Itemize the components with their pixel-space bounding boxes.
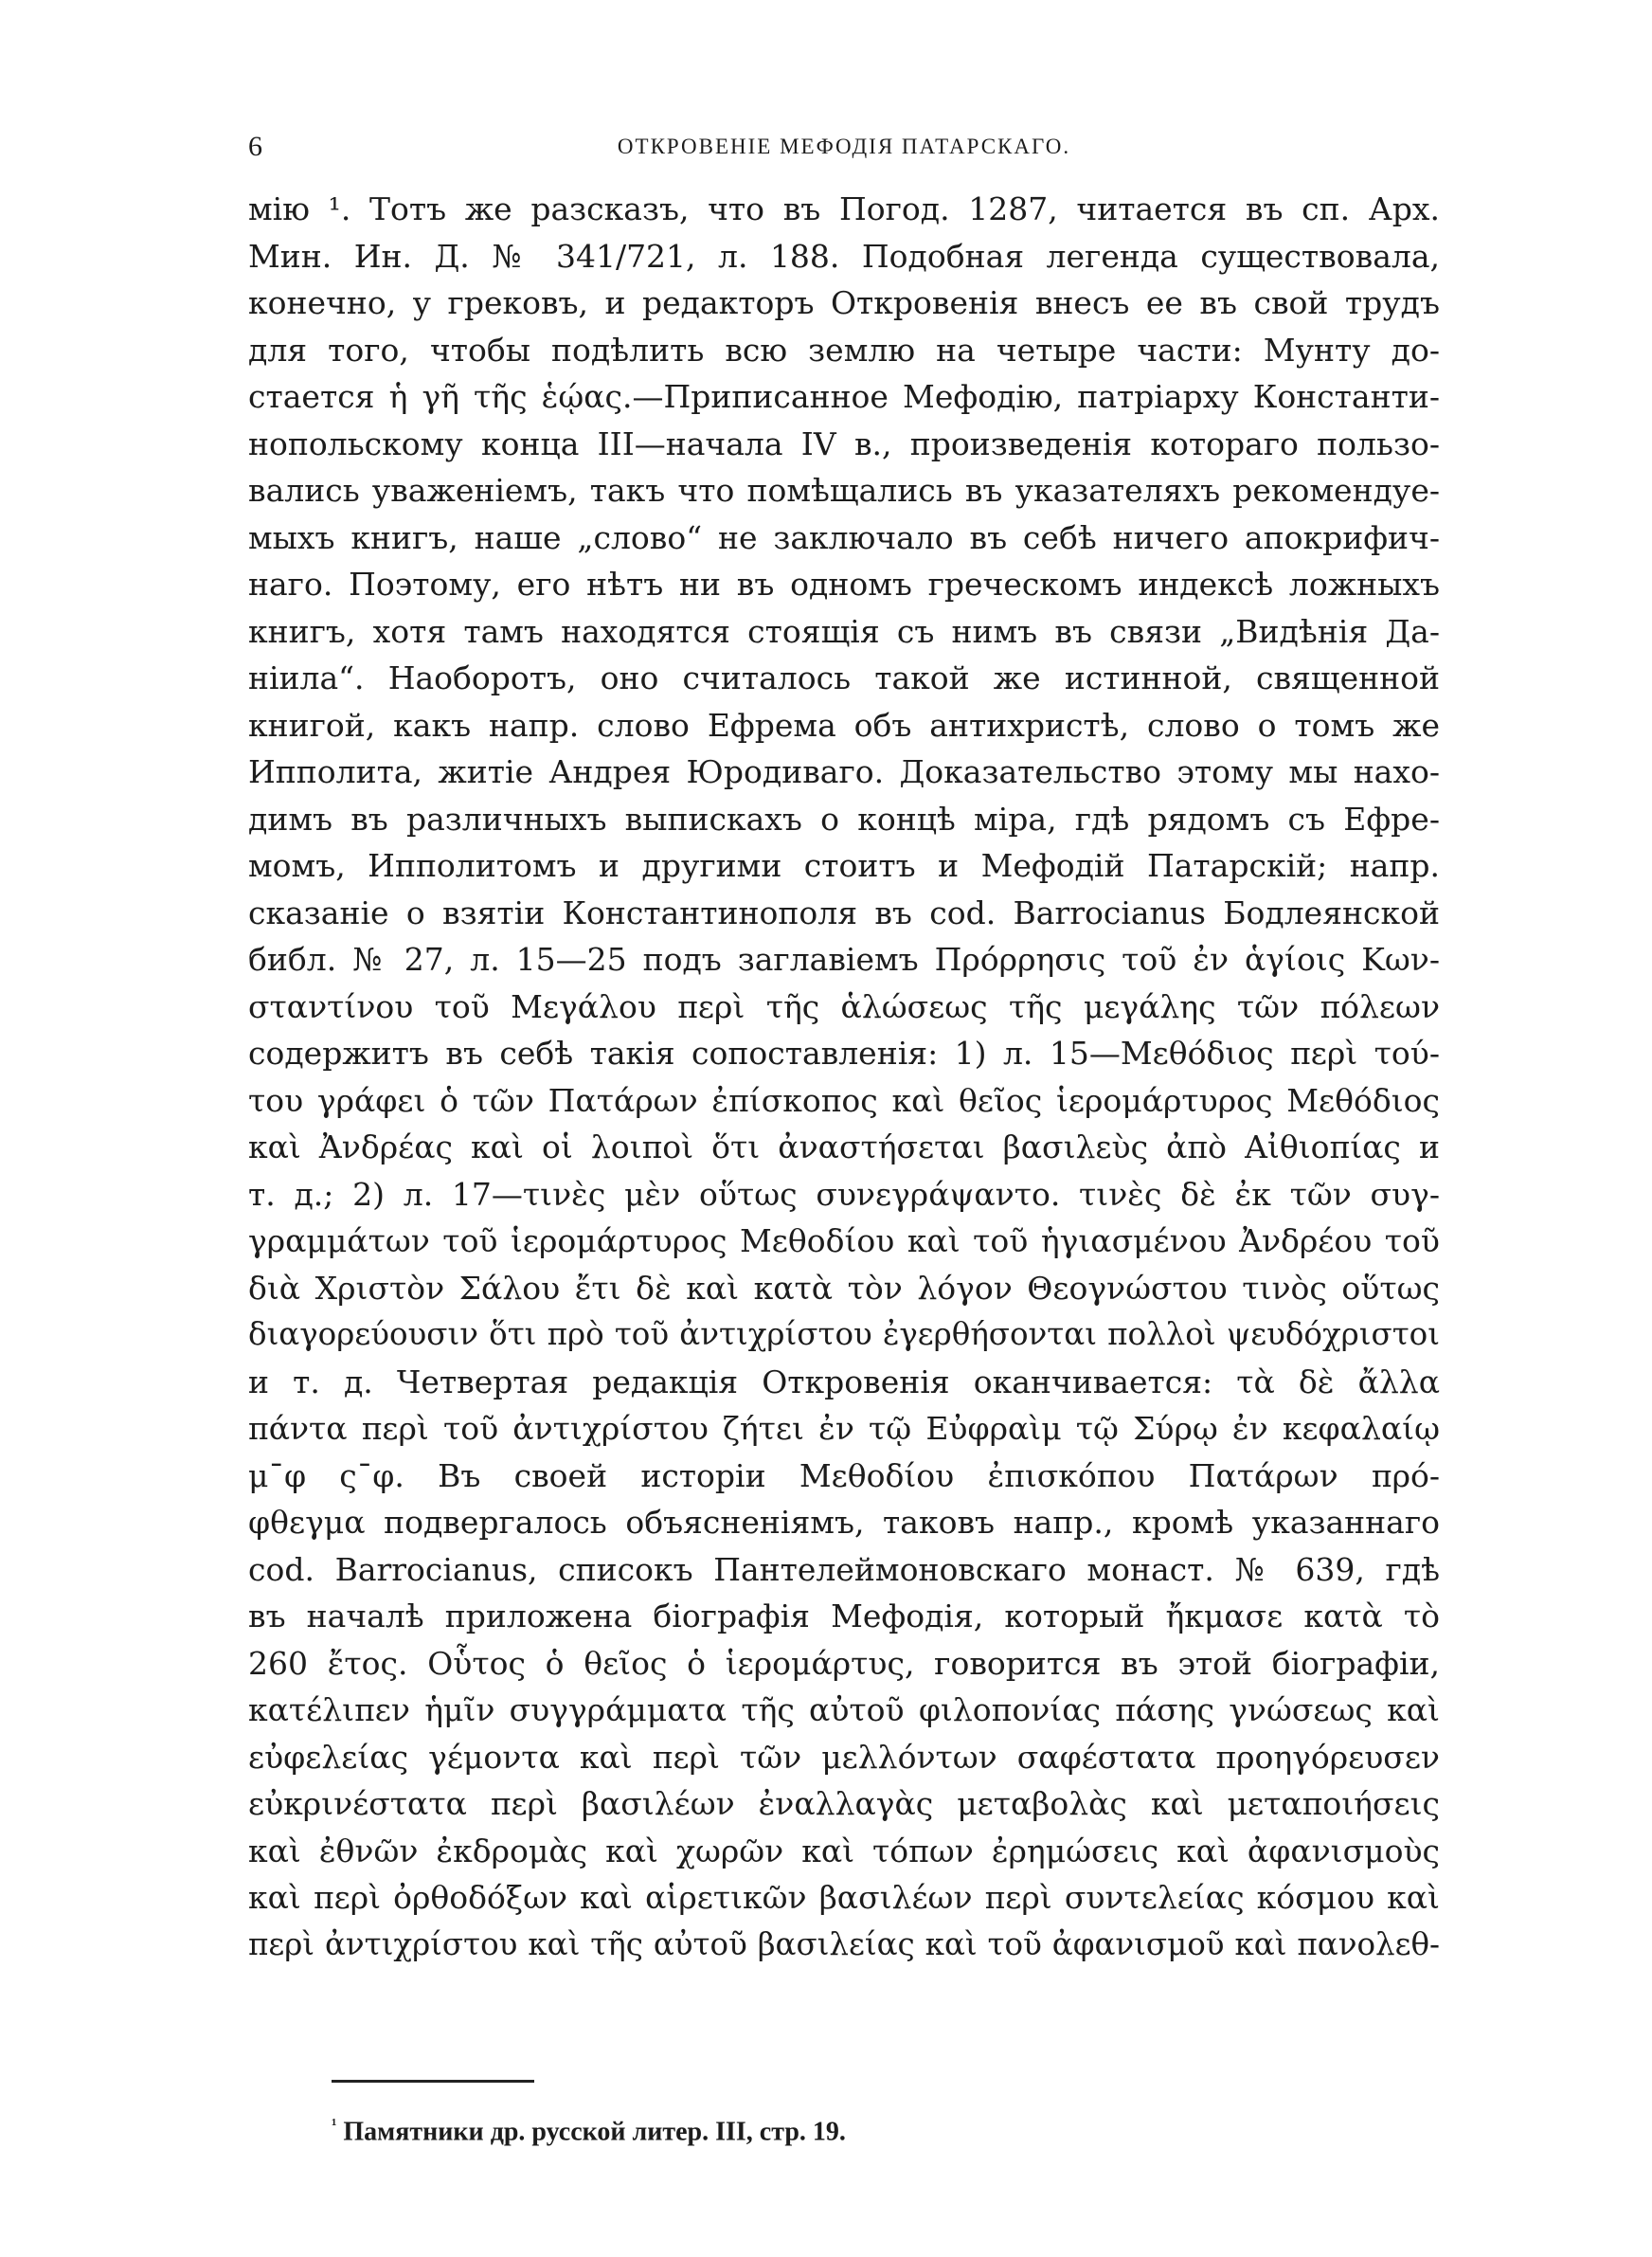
text-line: книгой, какъ напр. слово Ефрема объ антихристѣ, слово о томъ же <box>248 706 1440 744</box>
text-line: вались уваженіемъ, такъ что помѣщались въ указателяхъ рекомендуе- <box>248 472 1440 509</box>
text-line: γραμμάτων τοῦ ἱερομάρτυρος Μεθοδίου καὶ τοῦ ἡγιασμένου Ἀνδρέου τοῦ <box>248 1222 1440 1259</box>
text-line: περὶ ἀντιχρίστου καὶ τῆς αὐτοῦ βασιλείας καὶ τοῦ ἀφανισμοῦ καὶ πανολεθ- <box>248 1925 1440 1962</box>
footnote-marker: ¹ <box>332 2115 337 2134</box>
text-line: Ипполита, житіе Андрея Юродиваго. Доказательство этому мы нахо- <box>248 753 1440 790</box>
text-line: въ началѣ приложена біографія Мефодія, который ἤκμασε κατὰ τὸ <box>248 1598 1440 1634</box>
text-line: cod. Barrocianus, списокъ Пантелеймоновскаго монаст. № 639, гдѣ <box>248 1550 1440 1588</box>
text-line: καὶ περὶ ὀρθοδόξων καὶ αἱρετικῶν βασιλέων περὶ συντελείας κόσμου καὶ <box>248 1879 1440 1916</box>
text-line: мыхъ книгъ, наше „слово“ не заключало въ себѣ ничего апокрифич- <box>248 518 1440 556</box>
text-line: 260 ἔτος. Οὗτος ὁ θεῖος ὁ ἱερομάρτυς, говорится въ этой біографіи, <box>248 1644 1440 1682</box>
body-text <box>248 186 1440 1968</box>
text-line: для того, чтобы подѣлить всю землю на четыре части: Мунту до- <box>248 331 1440 369</box>
running-title: ОТКРОВЕНІЕ МЕФОДІЯ ПАТАРСКАГО. <box>617 135 1071 158</box>
text-line: Мин. Ин. Д. № 341/721, л. 188. Подобная легенда существовала, <box>248 237 1440 275</box>
text-line: διὰ Χριστὸν Σάλου ἔτι δὲ καὶ κατὰ τὸν λόγον Θεογνώστου τινὸς οὕτως <box>248 1269 1440 1307</box>
footnote <box>332 2115 846 2147</box>
text-line: т. д.; 2) л. 17—τινὲς μὲν οὕτως συνεγράψαντο. τινὲς δὲ ἐκ τῶν συγ- <box>248 1175 1440 1213</box>
text-line: момъ, Ипполитомъ и другими стоитъ и Мефодій Патарскій; напр. <box>248 847 1440 884</box>
text-line: книгъ, хотя тамъ находятся стоящія съ нимъ въ связи „Видѣнія Да- <box>248 612 1440 650</box>
text-line: μ¯φ ς¯φ. Въ своей исторіи Μεθοδίου ἐπισκόπου Πατάρων πρό- <box>248 1456 1440 1494</box>
page-number: 6 <box>248 131 262 162</box>
page-header <box>248 131 1440 169</box>
text-line: содержитъ въ себѣ такія сопоставленія: 1) л. 15—Μεθόδιος περὶ τού- <box>248 1035 1440 1072</box>
text-line: σταντίνου τοῦ Μεγάλου περὶ τῆς ἁλώσεως τῆς μεγάλης τῶν πόλεων <box>248 987 1440 1025</box>
text-line: наго. Поэтому, его нѣтъ ни въ одномъ греческомъ индексѣ ложныхъ <box>248 566 1440 603</box>
text-line: πάντα περὶ τοῦ ἀντιχρίστου ζήτει ἐν τῷ Εὐφραὶμ τῷ Σύρῳ ἐν κεφαλαίῳ <box>248 1410 1440 1447</box>
text-line: димъ въ различныхъ выпискахъ о концѣ міра, гдѣ рядомъ съ Ефре- <box>248 800 1440 838</box>
text-line: мію ¹. Тотъ же разсказъ, что въ Погод. 1287, читается въ сп. Арх. <box>248 190 1440 227</box>
text-line: καὶ Ἀνδρέας καὶ οἱ λοιποὶ ὅτι ἀναστήσεται βασιλεὺς ἀπὸ Αἰθιοπίας и <box>248 1128 1440 1165</box>
text-line: нопольскому конца III—начала IV в., произведенія котораго пользо- <box>248 424 1440 462</box>
text-line: библ. № 27, л. 15—25 подъ заглавіемъ Πρόρρησις τοῦ ἐν ἁγίοις Κων- <box>248 941 1440 978</box>
footnote-text: Памятники др. русской литер. III, стр. 19. <box>343 2117 846 2147</box>
text-line: καὶ ἐθνῶν ἐκδρομὰς καὶ χωρῶν καὶ τόπων ἐρημώσεις καὶ ἀφανισμοὺς <box>248 1832 1440 1869</box>
text-line: εὐκρινέστατα περὶ βασιλέων ἐναλλαγὰς μεταβολὰς καὶ μεταποιήσεις <box>248 1785 1440 1822</box>
footnote-divider <box>332 2080 534 2083</box>
text-line: сказаніе о взятіи Константинополя въ cod. Barrocianus Бодлеянской <box>248 894 1440 931</box>
text-line: ніила“. Наоборотъ, оно считалось такой же истинной, священной <box>248 659 1440 696</box>
text-line: του γράφει ὁ τῶν Πατάρων ἐπίσκοπος καὶ θεῖος ἱερομάρτυρος Μεθόδιος <box>248 1081 1440 1119</box>
text-line: διαγορεύουσιν ὅτι πρὸ τοῦ ἀντιχρίστου ἐγερθήσονται πολλοὶ ψευδόχριστοι <box>248 1316 1440 1352</box>
text-line: φθεγμα подвергалось объясненіямъ, таковъ напр., кромѣ указаннаго <box>248 1504 1440 1541</box>
text-line: εὐφελείας γέμοντα καὶ περὶ τῶν μελλόντων σαφέστατα προηγόρευσεν <box>248 1738 1440 1776</box>
text-line: конечно, у грековъ, и редакторъ Откровенія внесъ ее въ свой трудъ <box>248 284 1440 321</box>
text-line: стается ἡ γῆ τῆς ἑῴας.—Приписанное Мефодію, патріарху Константи- <box>248 378 1440 415</box>
text-line: κατέλιπεν ἡμῖν συγγράμματα τῆς αὐτοῦ φιλοπονίας πάσης γνώσεως καὶ <box>248 1691 1440 1728</box>
text-line: и т. д. Четвертая редакція Откровенія оканчивается: τὰ δὲ ἄλλα <box>248 1363 1440 1400</box>
